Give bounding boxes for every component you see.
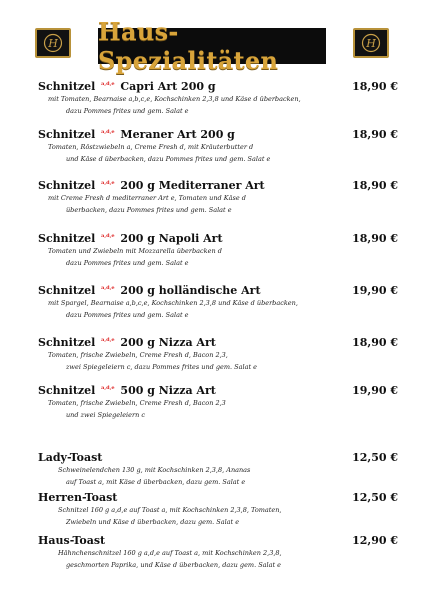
- page-title: Haus-Spezialitäten: [98, 17, 279, 75]
- dish-description: dazu Pommes frites und gem. Salat e: [66, 311, 189, 319]
- menu-item-nizza-200: [38, 336, 398, 373]
- dish-price: 19,90 €: [352, 284, 398, 297]
- dish-name: Herren-Toast: [38, 491, 118, 504]
- dish-description: dazu Pommes frites und gem. Salat e: [66, 259, 189, 267]
- menu-item-herren-toast: [38, 491, 398, 528]
- dish-description: mit Creme Fresh d mediterraner Art e, Tomaten und Käse d: [48, 194, 246, 202]
- dish-name: Schnitzel $^{a,d,e}$ 200 g Mediterraner Art: [38, 179, 265, 192]
- dish-description: Tomaten, frische Zwiebeln, Creme Fresh d, Bacon 2,3,: [48, 351, 228, 359]
- dish-description: Schnitzel 160 g a,d,e auf Toast a, mit Kochschinken 2,3,8, Tomaten,: [58, 506, 282, 514]
- menu-item-meraner: [38, 128, 398, 165]
- monogram-icon: [359, 33, 383, 53]
- monogram-icon: [41, 33, 65, 53]
- dish-description: Tomaten, frische Zwiebeln, Creme Fresh d, Bacon 2,3: [48, 399, 226, 407]
- dish-price: 19,90 €: [352, 384, 398, 397]
- menu-item-hollaendisch: [38, 284, 398, 321]
- svg-text:H: H: [366, 37, 376, 50]
- dish-price: 12,50 €: [352, 451, 398, 464]
- dish-price: 18,90 €: [352, 179, 398, 192]
- dish-description: und Käse d überbacken, dazu Pommes frites und gem. Salat e: [66, 155, 271, 163]
- dish-name: Schnitzel $^{a,d,e}$ 200 g Nizza Art: [38, 336, 216, 349]
- title-band: [98, 17, 326, 75]
- dish-price: 18,90 €: [352, 128, 398, 141]
- dish-description: geschmorten Paprika, und Käse d überbacken, dazu gem. Salat e: [66, 561, 282, 569]
- dish-description: dazu Pommes frites und gem. Salat e: [66, 107, 189, 115]
- restaurant-logo-left: [35, 28, 71, 58]
- dish-description: Zwiebeln und Käse d überbacken, dazu gem. Salat e: [66, 518, 240, 526]
- dish-price: 18,90 €: [352, 232, 398, 245]
- menu-item-lady-toast: [38, 451, 398, 488]
- dish-price: 12,90 €: [352, 534, 398, 547]
- dish-description: zwei Spiegeleiern c, dazu Pommes frites und gem. Salat e: [66, 363, 257, 371]
- dish-description: auf Toast a, mit Käse d überbacken, dazu gem. Salat e: [66, 478, 246, 486]
- menu-item-nizza-500: [38, 384, 398, 421]
- dish-description: Schweinelendchen 130 g, mit Kochschinken 2,3,8, Ananas: [58, 466, 251, 474]
- dish-description: und zwei Spiegeleiern c: [66, 411, 145, 419]
- dish-name: Schnitzel $^{a,d,e}$ Capri Art 200 g: [38, 80, 216, 93]
- menu-item-capri: [38, 80, 398, 117]
- dish-description: Hähnchenschnitzel 160 g a,d,e auf Toast a, mit Kochschinken 2,3,8,: [58, 549, 282, 557]
- dish-price: 12,50 €: [352, 491, 398, 504]
- menu-item-napoli: [38, 232, 398, 269]
- dish-price: 18,90 €: [352, 80, 398, 93]
- dish-name: Schnitzel $^{a,d,e}$ 500 g Nizza Art: [38, 384, 216, 397]
- dish-name: Schnitzel $^{a,d,e}$ 200 g Napoli Art: [38, 232, 223, 245]
- dish-description: mit Tomaten, Bearnaise a,b,c,e, Kochschinken 2,3,8 und Käse d überbacken,: [48, 95, 301, 103]
- dish-name: Schnitzel $^{a,d,e}$ Meraner Art 200 g: [38, 128, 235, 141]
- dish-name: Haus-Toast: [38, 534, 106, 547]
- dish-description: Tomaten und Zwiebeln mit Mozzarella überbacken d: [48, 247, 222, 255]
- dish-name: Lady-Toast: [38, 451, 103, 464]
- dish-name: Schnitzel $^{a,d,e}$ 200 g holländische Art: [38, 284, 261, 297]
- menu-item-haus-toast: [38, 534, 398, 571]
- dish-description: Tomaten, Röstzwiebeln a, Creme Fresh d, mit Kräuterbutter d: [48, 143, 254, 151]
- menu-header: [0, 17, 423, 75]
- dish-description: mit Spargel, Bearnaise a,b,c,e, Kochschinken 2,3,8 und Käse d überbacken,: [48, 299, 298, 307]
- svg-text:H: H: [48, 37, 58, 50]
- dish-price: 18,90 €: [352, 336, 398, 349]
- menu-item-mediterran: [38, 179, 398, 216]
- dish-description: überbacken, dazu Pommes frites und gem. Salat e: [66, 206, 232, 214]
- restaurant-logo-right: [353, 28, 389, 58]
